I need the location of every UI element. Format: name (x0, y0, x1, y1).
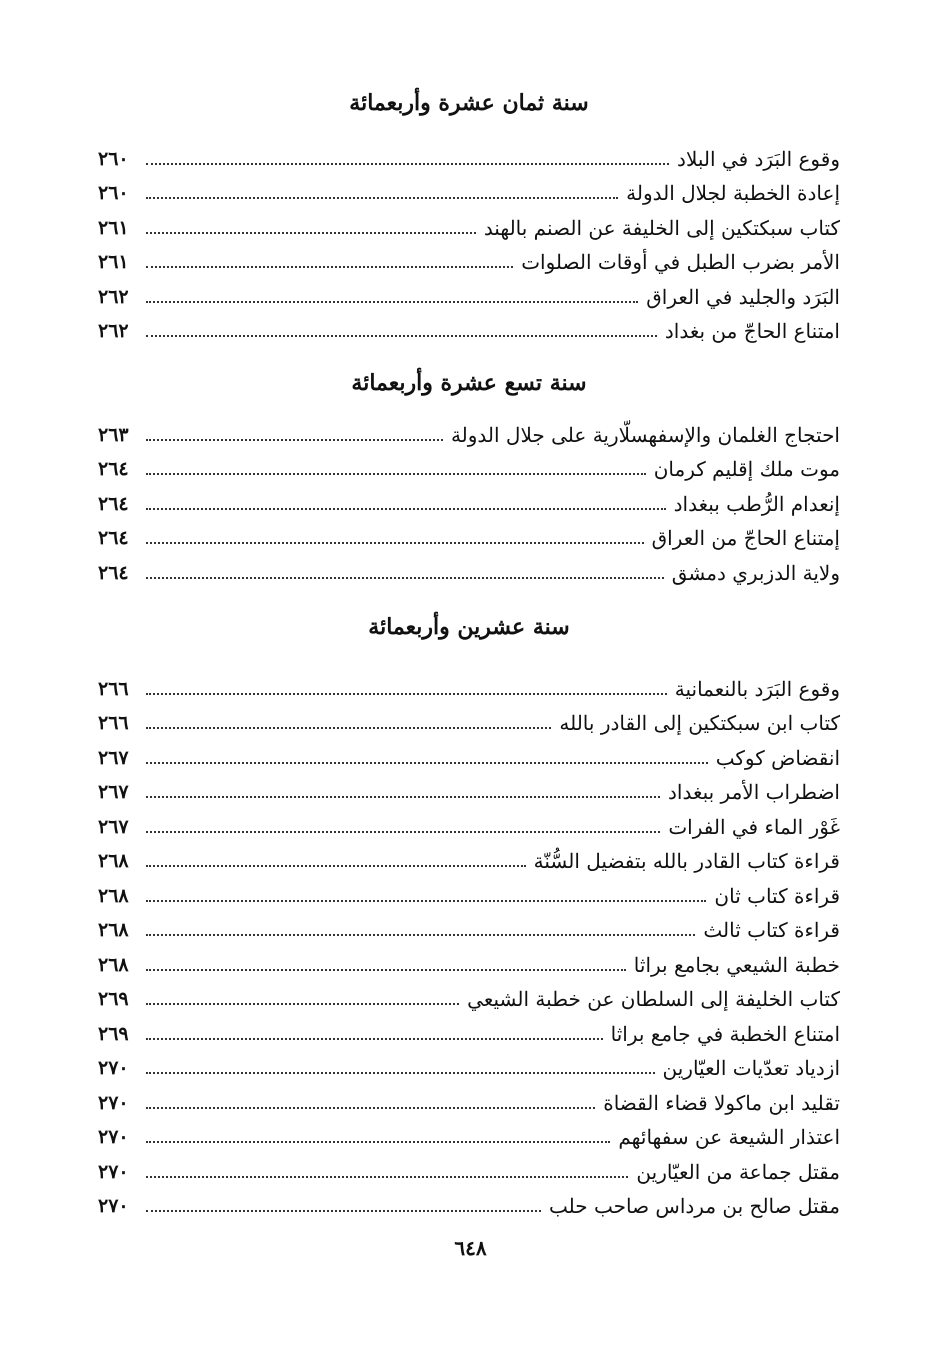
list-item (98, 276, 840, 311)
page-ref: ٢٦٢ (98, 285, 129, 308)
page-ref: ٢٦٧ (98, 746, 129, 769)
entry-title: وقوع البَرَد بالنعمانية (674, 676, 840, 701)
dot-leader (146, 693, 667, 695)
list-item (98, 138, 840, 173)
entry-title: امتناع الخطبة في جامع براثا (610, 1021, 840, 1046)
list-item (98, 806, 840, 841)
entry-title: وقوع البَرَد في البلاد (677, 146, 840, 171)
list-item (98, 483, 840, 518)
entry-title: ازدياد تعدّيات العيّارين (662, 1056, 840, 1080)
list-item (98, 1013, 840, 1048)
entry-title: إمتناع الحاجّ من العراق (651, 526, 840, 550)
page-ref: ٢٦٧ (98, 781, 129, 803)
list-item (98, 552, 840, 587)
page-ref: ٢٧٠ (98, 1195, 129, 1217)
list-item (98, 1151, 840, 1186)
list-item (98, 668, 840, 703)
list-item (98, 703, 840, 738)
list-item (98, 1186, 840, 1221)
entry-title: ولاية الدزبري دمشق (671, 560, 840, 585)
dot-leader (146, 831, 660, 833)
list-item (98, 173, 840, 208)
dot-leader (146, 762, 708, 764)
list-item (98, 414, 840, 449)
entry-title: خطبة الشيعي بجامع براثا (633, 952, 840, 977)
page-ref: ٢٦٦ (98, 677, 129, 700)
entry-title: البَرَد والجليد في العراق (646, 284, 840, 309)
entry-title: قراءة كتاب القادر بالله بتفضيل السُّنّة (533, 849, 840, 873)
entry-list (98, 138, 840, 345)
dot-leader (146, 266, 513, 268)
entry-title: انقضاض كوكب (715, 745, 840, 770)
list-item (98, 1082, 840, 1117)
section-year-420 (98, 612, 840, 1220)
list-item (98, 841, 840, 876)
list-item (98, 737, 840, 772)
dot-leader (146, 1210, 541, 1212)
list-item (98, 979, 840, 1014)
page-ref: ٢٦٣ (98, 423, 129, 446)
entry-title: إنعدام الرُّطب ببغداد (673, 491, 840, 516)
entry-title: قراءة كتاب ثان (714, 883, 840, 908)
entry-title: اضطراب الأمر ببغداد (667, 780, 840, 804)
page-ref: ٢٦٦ (98, 712, 129, 734)
entry-title: إعادة الخطبة لجلال الدولة (626, 181, 840, 205)
dot-leader (146, 727, 551, 729)
page-ref: ٢٦١ (98, 216, 129, 239)
page-ref: ٢٧٠ (98, 1091, 129, 1114)
list-item (98, 875, 840, 910)
dot-leader (146, 1003, 459, 1005)
page-ref: ٢٦٤ (98, 527, 129, 549)
dot-leader (146, 577, 664, 579)
section-year-419 (98, 368, 840, 587)
entry-title: مقتل صالح بن مرداس صاحب حلب (549, 1194, 840, 1218)
entry-title: موت ملك إقليم كرمان (653, 457, 840, 481)
list-item (98, 772, 840, 807)
page-ref: ٢٦٤ (98, 492, 129, 515)
entry-title: كتاب الخليفة إلى السلطان عن خطبة الشيعي (467, 987, 840, 1011)
page-ref: ٢٦٤ (98, 561, 129, 584)
dot-leader (146, 439, 443, 441)
list-item (98, 311, 840, 346)
dot-leader (146, 969, 626, 971)
dot-leader (146, 301, 638, 303)
section-title: سنة ثمان عشرة وأربعمائة (349, 90, 589, 116)
dot-leader (146, 197, 618, 199)
list-item (98, 910, 840, 945)
dot-leader (146, 1176, 628, 1178)
section-title: سنة تسع عشرة وأربعمائة (351, 370, 587, 396)
list-item (98, 207, 840, 242)
page-ref: ٢٦٨ (98, 953, 129, 976)
dot-leader (146, 1072, 655, 1074)
dot-leader (146, 232, 476, 234)
page-ref: ٢٦٩ (98, 988, 129, 1010)
entry-title: الأمر بضرب الطبل في أوقات الصلوات (521, 250, 840, 274)
entry-title: كتاب سبكتكين إلى الخليفة عن الصنم بالهند (483, 215, 840, 240)
dot-leader (146, 865, 526, 867)
page-ref: ٢٦٧ (98, 815, 129, 838)
entry-title: غَوْر الماء في الفرات (668, 814, 840, 839)
entry-title: تقليد ابن ماكولا قضاء القضاة (603, 1090, 840, 1115)
page-number: ٦٤٨ (454, 1236, 487, 1260)
list-item (98, 1117, 840, 1152)
page-ref: ٢٧٠ (98, 1126, 129, 1148)
page-ref: ٢٧٠ (98, 1057, 129, 1079)
list-item (98, 518, 840, 553)
page-ref: ٢٦٩ (98, 1022, 129, 1045)
page-ref: ٢٦٤ (98, 458, 129, 480)
dot-leader (146, 1141, 610, 1143)
entry-title: مقتل جماعة من العيّارين (636, 1159, 840, 1184)
list-item (98, 449, 840, 484)
entry-title: اعتذار الشيعة عن سفهائهم (618, 1125, 840, 1149)
dot-leader (146, 1107, 595, 1109)
dot-leader (146, 796, 660, 798)
entry-list (98, 668, 840, 1220)
page-ref: ٢٦٢ (98, 320, 129, 342)
page-ref: ٢٦١ (98, 251, 129, 273)
dot-leader (146, 508, 666, 510)
entry-list (98, 414, 840, 587)
entry-title: قراءة كتاب ثالث (703, 918, 840, 942)
page-ref: ٢٦٨ (98, 850, 129, 872)
list-item (98, 242, 840, 277)
dot-leader (146, 335, 657, 337)
list-item (98, 944, 840, 979)
dot-leader (146, 900, 706, 902)
entry-title: كتاب ابن سبكتكين إلى القادر بالله (559, 711, 840, 735)
entry-title: امتناع الحاجّ من بغداد (664, 319, 840, 343)
dot-leader (146, 1038, 603, 1040)
dot-leader (146, 542, 644, 544)
page-ref: ٢٦٠ (98, 182, 129, 204)
page-ref: ٢٦٠ (98, 147, 129, 170)
entry-title: احتجاج الغلمان والإسفهسلّارية على جلال الدولة (450, 422, 840, 447)
dot-leader (146, 163, 669, 165)
section-title: سنة عشرين وأربعمائة (368, 614, 570, 640)
section-year-418 (98, 88, 840, 345)
page-ref: ٢٦٨ (98, 884, 129, 907)
list-item (98, 1048, 840, 1083)
dot-leader (146, 934, 695, 936)
page-ref: ٢٧٠ (98, 1160, 129, 1183)
page-ref: ٢٦٨ (98, 919, 129, 941)
dot-leader (146, 473, 646, 475)
